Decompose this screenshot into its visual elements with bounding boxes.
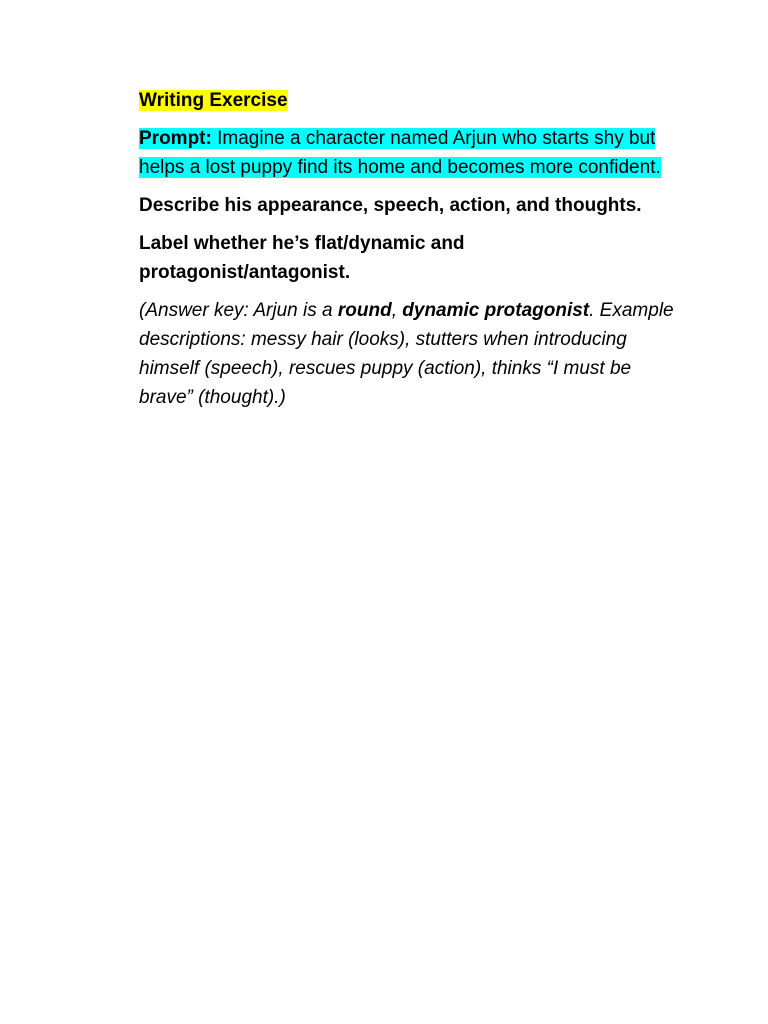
exercise-title-paragraph: [139, 86, 675, 115]
answer-key-intro: (Answer key: Arjun is a: [139, 300, 338, 321]
answer-key-round: round: [337, 300, 392, 321]
document-body: [139, 86, 675, 412]
answer-key-paragraph: [139, 296, 675, 412]
answer-key-comma: ,: [391, 300, 403, 321]
prompt-text: Imagine a character named Arjun who starts shy but helps a lost puppy find its home and becomes more confident.: [139, 128, 661, 178]
instruction-describe: Describe his appearance, speech, action, and thoughts.: [139, 195, 642, 216]
exercise-title: Writing Exercise: [139, 90, 288, 111]
prompt-label: Prompt:: [139, 128, 212, 149]
instruction-label: Label whether he’s flat/dynamic and protagonist/antagonist.: [139, 233, 465, 283]
answer-key-rest: . Example descriptions: messy hair (looks), stutters when introducing himself (speech), rescues puppy (action), thinks “I must be brave” (thought).): [139, 300, 674, 408]
answer-key-dynamic-protagonist: dynamic protagonist: [402, 300, 590, 321]
prompt-highlight: [139, 128, 661, 178]
prompt-paragraph: [139, 124, 675, 182]
